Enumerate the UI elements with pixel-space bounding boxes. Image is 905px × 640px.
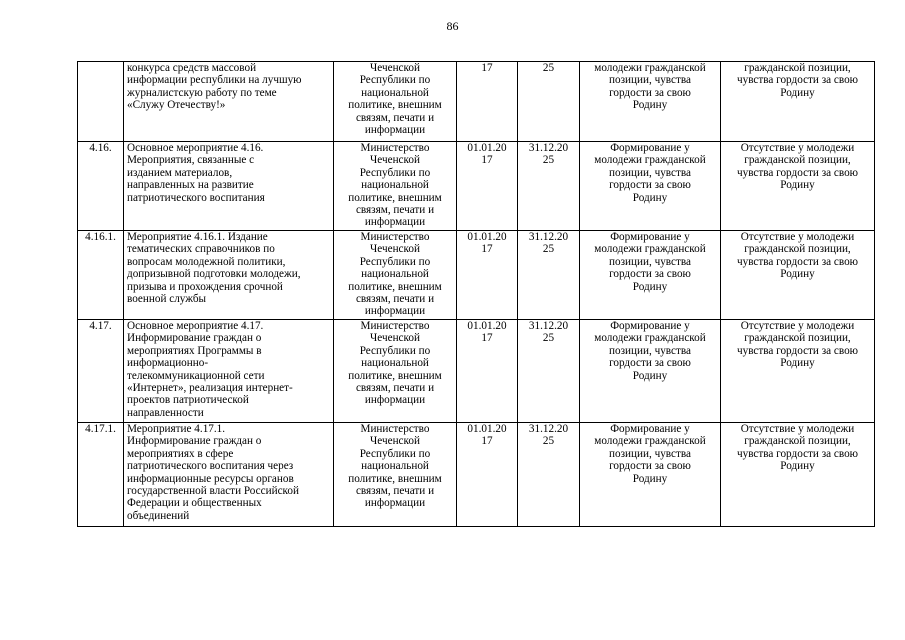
row-number-cell: 4.16.1.	[78, 231, 124, 320]
executor-cell: Министерство Чеченской Республики по национальной политике, внешним связям, печати и информации	[334, 423, 457, 527]
executor-cell: Министерство Чеченской Республики по национальной политике, внешним связям, печати и информации	[334, 142, 457, 231]
page-number: 86	[446, 19, 459, 33]
table-row	[78, 231, 875, 320]
table-row	[78, 62, 875, 142]
expected-result-cell: Формирование у молодежи гражданской позиции, чувства гордости за свою Родину	[580, 231, 721, 320]
end-date-cell: 31.12.20 25	[518, 320, 580, 423]
start-date-cell: 01.01.20 17	[457, 423, 518, 527]
row-number-cell: 4.17.	[78, 320, 124, 423]
executor-cell: Министерство Чеченской Республики по национальной политике, внешним связям, печати и информации	[334, 320, 457, 423]
expected-result-cell: Формирование у молодежи гражданской позиции, чувства гордости за свою Родину	[580, 423, 721, 527]
executor-cell: Чеченской Республики по национальной политике, внешним связям, печати и информации	[334, 62, 457, 142]
end-date-cell: 31.12.20 25	[518, 142, 580, 231]
consequence-cell: Отсутствие у молодежи гражданской позиции, чувства гордости за свою Родину	[721, 142, 875, 231]
end-date-cell: 31.12.20 25	[518, 231, 580, 320]
activity-name-cell: конкурса средств массовой информации республики на лучшую журналистскую работу по теме «Служу Отечеству!»	[124, 62, 334, 142]
start-date-cell: 17	[457, 62, 518, 142]
start-date-cell: 01.01.20 17	[457, 231, 518, 320]
consequence-cell: Отсутствие у молодежи гражданской позиции, чувства гордости за свою Родину	[721, 320, 875, 423]
activity-name-cell: Мероприятие 4.17.1. Информирование граждан о мероприятиях в сфере патриотического воспитания через информационные ресурсы органов государственной власти Российской Федерации и общественных объединений	[124, 423, 334, 527]
activity-name-cell: Основное мероприятие 4.17. Информирование граждан о мероприятиях Программы в информационно- телекоммуникационной сети «Интернет», реализация интернет- проектов патриотической направленности	[124, 320, 334, 423]
start-date-cell: 01.01.20 17	[457, 142, 518, 231]
program-activities-table	[77, 61, 875, 527]
table-row	[78, 142, 875, 231]
table-row	[78, 423, 875, 527]
end-date-cell: 25	[518, 62, 580, 142]
end-date-cell: 31.12.20 25	[518, 423, 580, 527]
row-number-cell	[78, 62, 124, 142]
consequence-cell: Отсутствие у молодежи гражданской позиции, чувства гордости за свою Родину	[721, 231, 875, 320]
consequence-cell: Отсутствие у молодежи гражданской позиции, чувства гордости за свою Родину	[721, 423, 875, 527]
executor-cell: Министерство Чеченской Республики по национальной политике, внешним связям, печати и информации	[334, 231, 457, 320]
expected-result-cell: Формирование у молодежи гражданской позиции, чувства гордости за свою Родину	[580, 320, 721, 423]
consequence-cell: гражданской позиции, чувства гордости за свою Родину	[721, 62, 875, 142]
expected-result-cell: молодежи гражданской позиции, чувства гордости за свою Родину	[580, 62, 721, 142]
table-row	[78, 320, 875, 423]
expected-result-cell: Формирование у молодежи гражданской позиции, чувства гордости за свою Родину	[580, 142, 721, 231]
start-date-cell: 01.01.20 17	[457, 320, 518, 423]
row-number-cell: 4.17.1.	[78, 423, 124, 527]
row-number-cell: 4.16.	[78, 142, 124, 231]
activity-name-cell: Мероприятие 4.16.1. Издание тематических справочников по вопросам молодежной политики, допризывной подготовки молодежи, призыва и прохождения срочной военной службы	[124, 231, 334, 320]
activity-name-cell: Основное мероприятие 4.16. Мероприятия, связанные с изданием материалов, направленных на развитие патриотического воспитания	[124, 142, 334, 231]
